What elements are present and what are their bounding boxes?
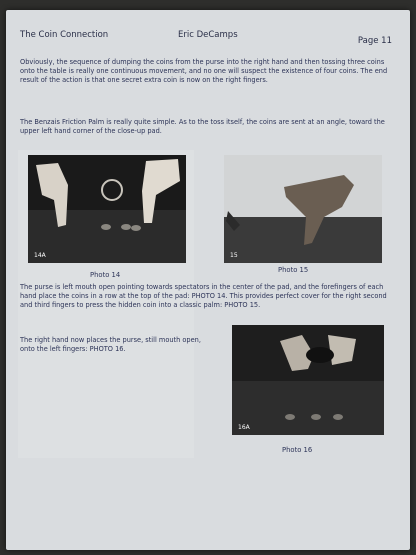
photo-16 [232, 325, 384, 435]
photo-15-image [224, 155, 382, 263]
photo-16-label: 16A [238, 424, 250, 431]
paragraph-3: The purse is left mouth open pointing towards spectators in the center of the pad, and the forefingers of each hand place the coins in a row at the top of the pad: PHOTO 14. This provides perfect cover for the right second and third fingers to press the hidden coin into a classic palm: PHOTO 15. [20, 283, 387, 309]
header-author: Eric DeCamps [178, 30, 238, 40]
photo-14-caption: Photo 14 [90, 271, 121, 279]
document-page [6, 10, 410, 550]
photo-14 [28, 155, 186, 263]
photo-16-caption: Photo 16 [282, 446, 313, 454]
page-header [20, 30, 396, 46]
paragraph-1: Obviously, the sequence of dumping the coins from the purse into the right hand and then tossing three coins onto the table is really one continuous movement, and no one will suspect the existence of four coins. The end result of the action is that one secret extra coin is now on the right fingers. [20, 58, 388, 84]
photo-15 [224, 155, 382, 263]
paragraph-4: The right hand now places the purse, still mouth open, onto the left fingers: PHOTO 16. [20, 336, 201, 353]
header-page-number: Page 11 [357, 36, 392, 46]
photo-15-label: 15 [230, 252, 238, 259]
photo-14-image [28, 155, 186, 263]
photo-16-image [232, 325, 384, 435]
header-book-title: The Coin Connection [20, 30, 109, 40]
photo-15-caption: Photo 15 [278, 266, 309, 274]
photo-14-label: 14A [34, 252, 46, 259]
paragraph-2: The Benzais Friction Palm is really quite simple. As to the toss itself, the coins are sent at an angle, toward the upper left hand corner of the close-up pad. [20, 118, 385, 135]
